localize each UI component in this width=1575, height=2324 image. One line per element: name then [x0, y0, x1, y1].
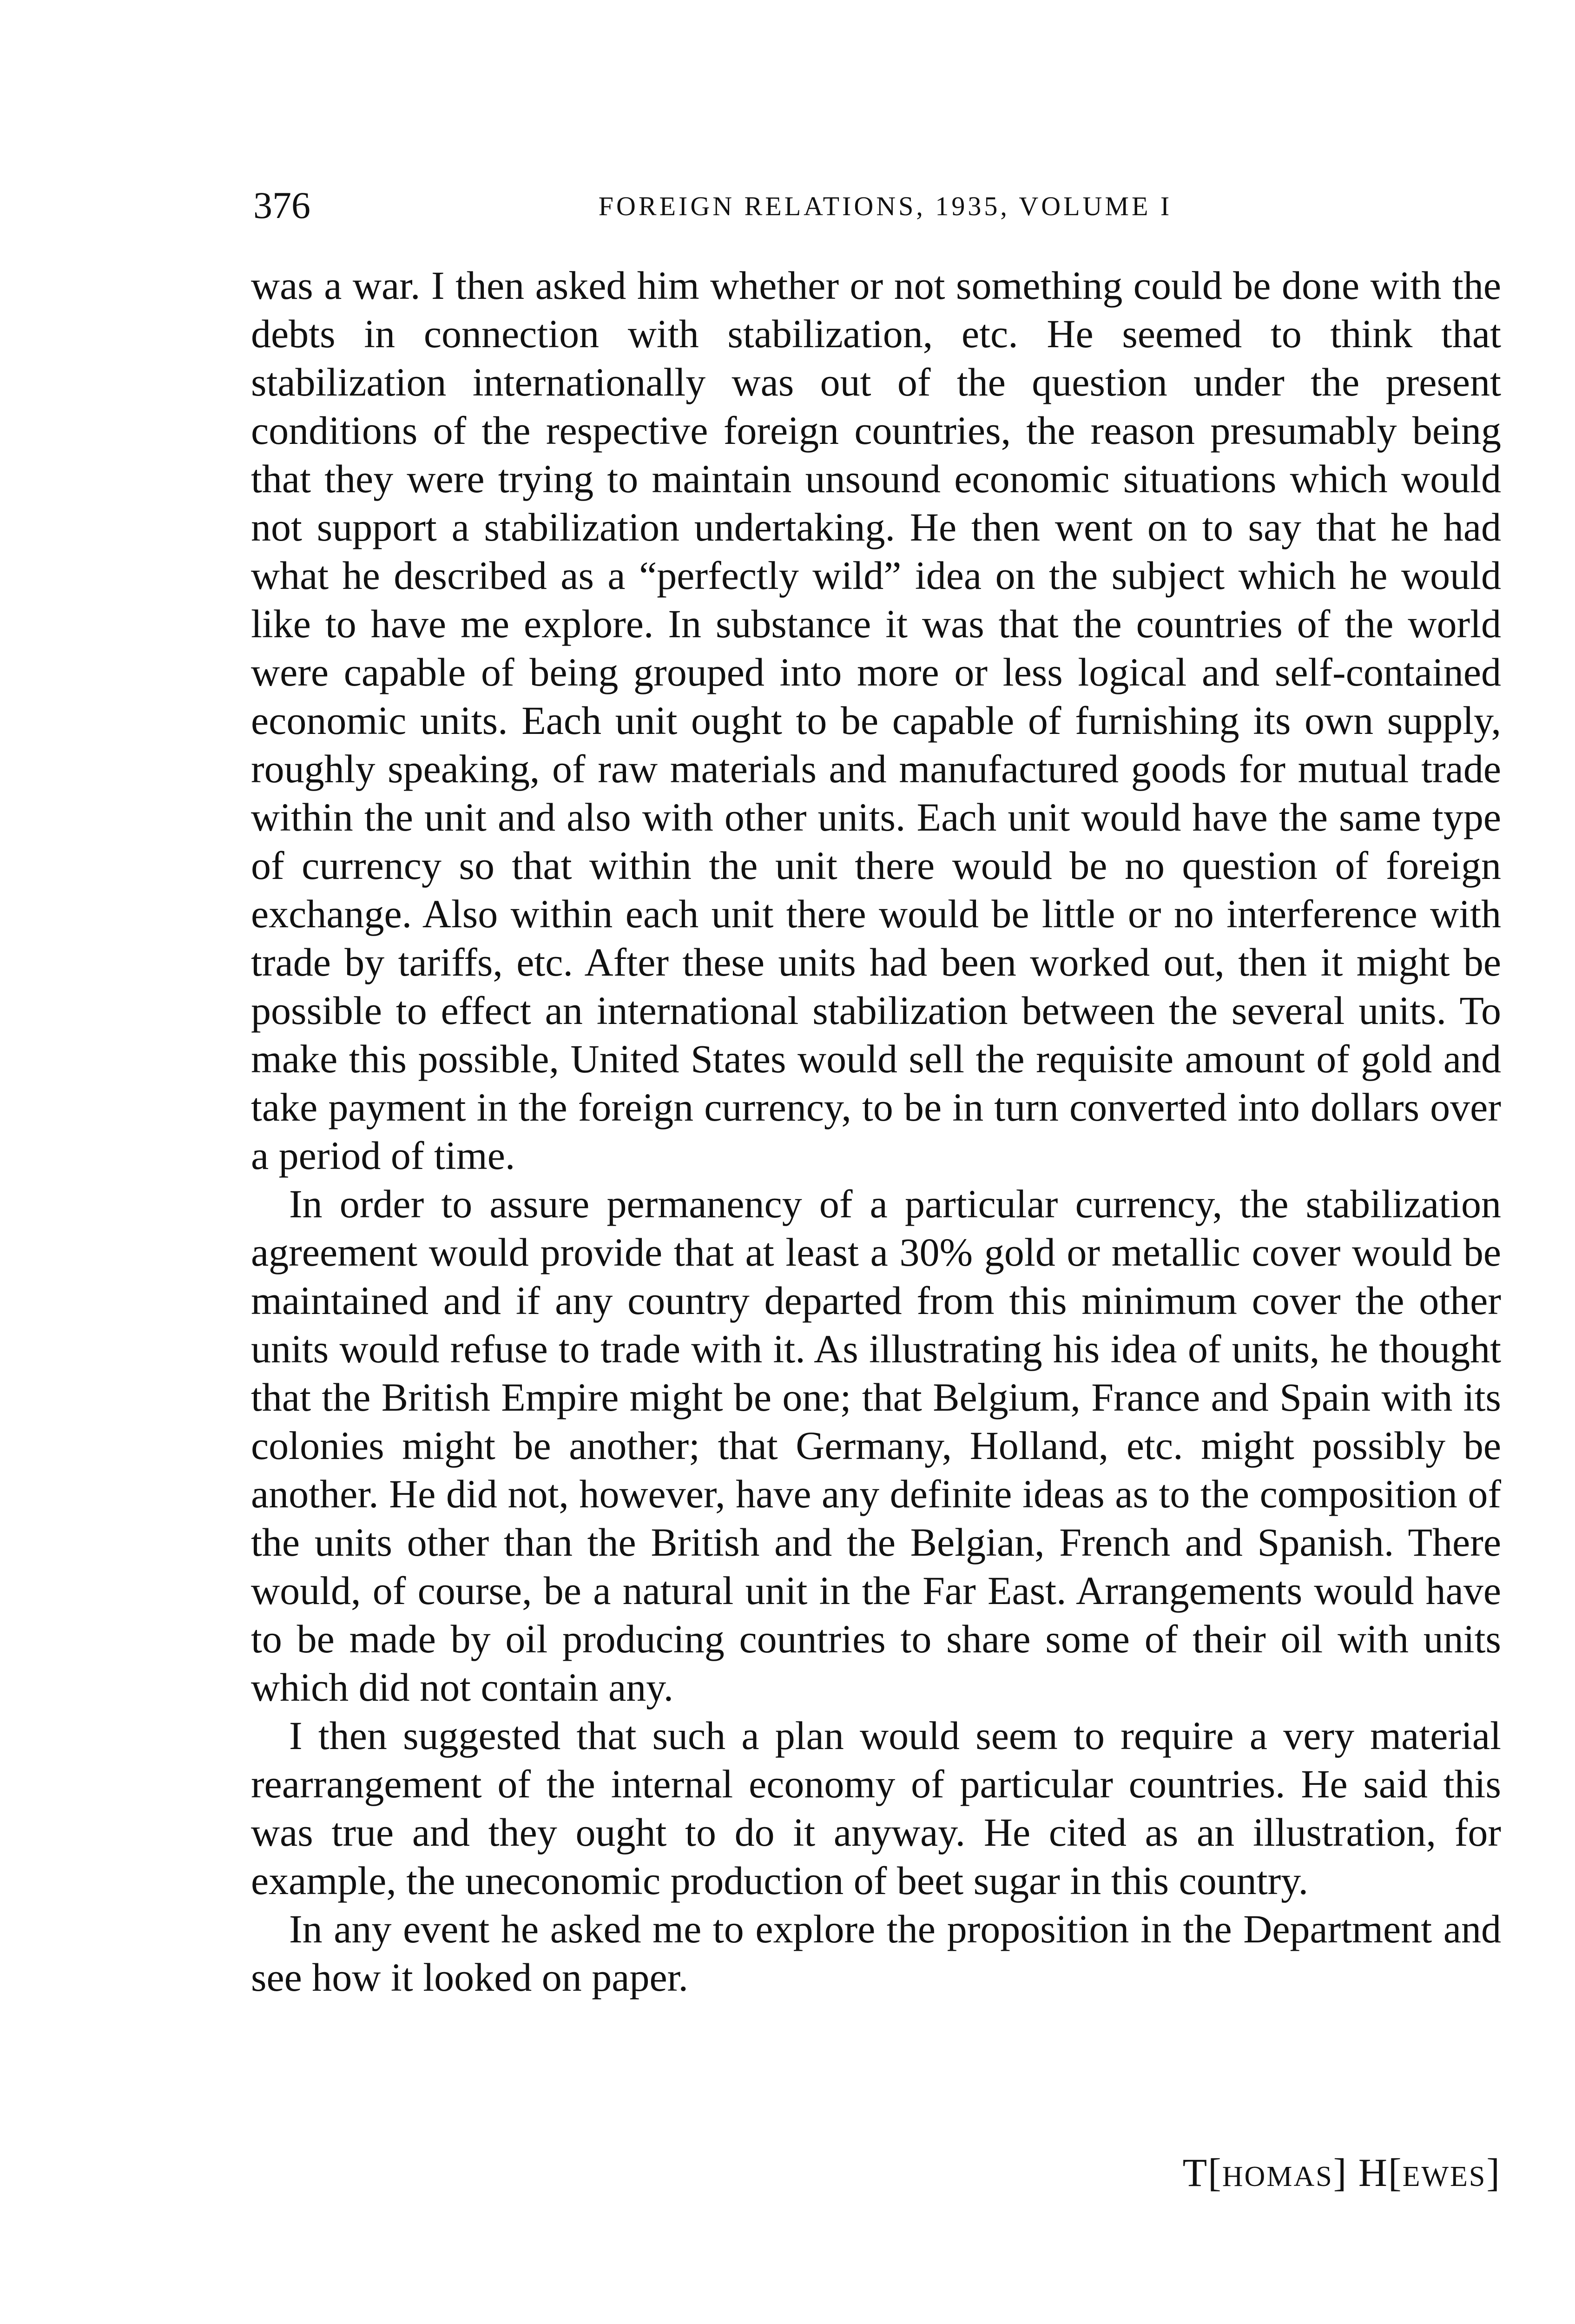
page-number: 376: [253, 184, 310, 226]
signature-first-initial: T: [1182, 2150, 1208, 2195]
paragraph: I then suggested that such a plan would seem to require a very material rearrangement of the internal economy of particular countries. He said this was true and they ought to do it anyway. He cited as an illustration, for example, the uneconomic production of beet sugar in this country.: [251, 1713, 1501, 1903]
paragraph: In any event he asked me to explore the proposition in the Department and see how it looked on paper.: [251, 1907, 1501, 2000]
running-head-title: FOREIGN RELATIONS, 1935, VOLUME I: [598, 191, 1173, 221]
signature-last-initial: H: [1358, 2150, 1388, 2195]
paragraph: In order to assure permanency of a particular currency, the stabilization agreement would provide that at least a 30% gold or metallic cover would be maintained and if any country departed from this minimum cover the other units would refuse to trade with it. As illustrating his idea of units, he thought that the British Empire might be one; that Belgium, France and Spain with its colonies might be another; that Germany, Holland, etc. might possibly be another. He did not, however, have any definite ideas as to the composition of the units other than the British and the Belgian, French and Spanish. There would, of course, be a natural unit in the Far East. Arrangements would have to be made by oil producing countries to share some of their oil with units which did not contain any.: [251, 1182, 1501, 1710]
signature-last-rest: EWES: [1402, 2161, 1487, 2192]
paragraph-continued: was a war. I then asked him whether or not something could be done with the debts in connection with stabilization, etc. He seemed to think that stabilization internationally was out of the question under the present conditions of the respective foreign countries, the reason presumably being that they were trying to maintain unsound economic situations which would not support a stabilization undertaking. He then went on to say that he had what he described as a “perfectly wild” idea on the subject which he would like to have me explore. In substance it was that the countries of the world were capable of being grouped into more or less logical and self-contained economic units. Each unit ought to be capable of furnishing its own supply, roughly speaking, of raw materials and manufactured goods for mutual trade within the unit and also with other units. Each unit would have the same type of currency so that within the unit there would be no question of foreign exchange. Also within each unit there would be little or no interference with trade by tariffs, etc. After these units had been worked out, then it might be possible to effect an international stabilization between the several units. To make this possible, United States would sell the requisite amount of gold and take payment in the foreign currency, to be in turn converted into dollars over a period of time.: [251, 263, 1501, 1178]
signature-first-rest: HOMAS: [1222, 2161, 1333, 2192]
page-header: [253, 182, 1499, 233]
body-text: [251, 261, 1501, 2001]
signature: T[HOMAS] H[EWES]: [1182, 2150, 1501, 2195]
